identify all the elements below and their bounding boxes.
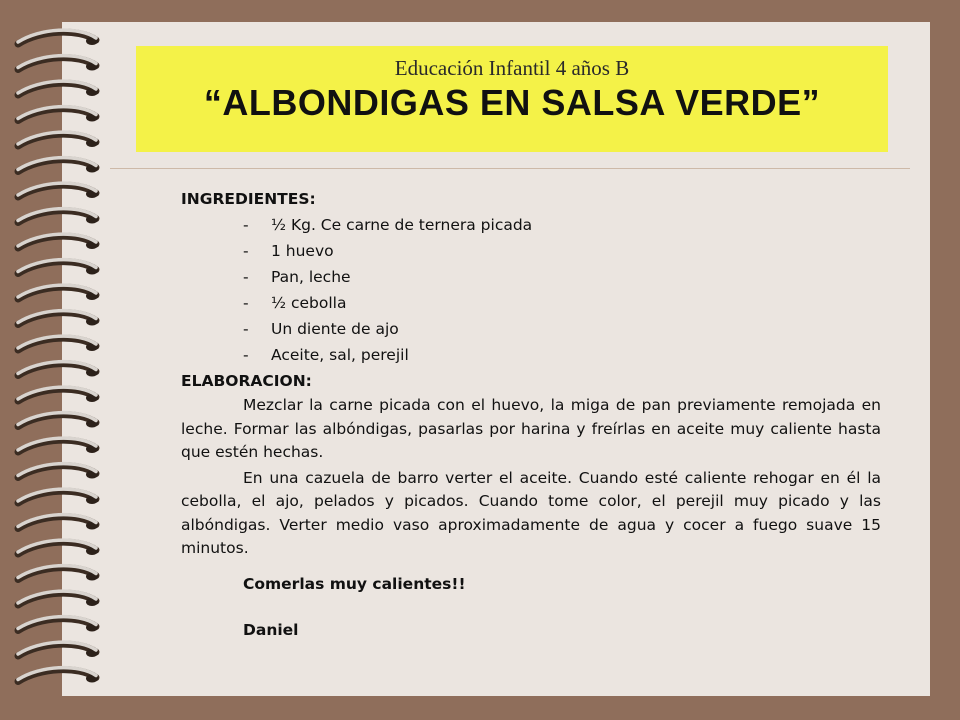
binding-ring: [18, 362, 98, 377]
binding-ring: [18, 515, 98, 530]
ingredients-list: [181, 212, 881, 368]
preparation-paragraph: Mezclar la carne picada con el huevo, la miga de pan previamente remojada en leche. Formar las albóndigas, pasarlas por harina y freírlas en aceite muy caliente hasta que estén hechas.: [181, 396, 881, 461]
binding-ring: [18, 336, 98, 351]
binding-ring: [18, 30, 98, 45]
bullet-dash: -: [243, 320, 249, 338]
binding-ring: [18, 311, 98, 326]
binding-ring: [18, 107, 98, 122]
binding-ring: [18, 413, 98, 428]
binding-ring: [18, 56, 98, 71]
binding-ring: [18, 668, 98, 683]
list-item: [181, 238, 881, 264]
ingredient-text: Un diente de ajo: [271, 320, 399, 338]
closing-line: Comerlas muy calientes!!: [243, 574, 466, 593]
binding-ring: [18, 387, 98, 402]
divider: [110, 168, 910, 169]
binding-ring: [18, 642, 98, 657]
ingredient-text: 1 huevo: [271, 242, 334, 260]
binding-ring: [18, 209, 98, 224]
binding-ring: [18, 591, 98, 606]
binding-ring: [18, 132, 98, 147]
binding-ring: [18, 285, 98, 300]
ingredients-heading: INGREDIENTES:: [181, 190, 316, 208]
class-subtitle: Educación Infantil 4 años B: [394, 56, 630, 80]
binding-ring: [18, 234, 98, 249]
binding-ring: [18, 81, 98, 96]
bullet-dash: -: [243, 294, 249, 312]
recipe-body: [181, 186, 881, 643]
preparation-paragraph: En una cazuela de barro verter el aceite. Cuando esté caliente rehogar en él la cebolla, el ajo, pelados y picados. Cuando tome color, el perejil muy picado y las albóndigas. Verter medio vaso aproximadamente de agua y cocer a fuego suave 15 minutos.: [181, 468, 881, 557]
list-item: [181, 264, 881, 290]
preparation-heading: ELABORACION:: [181, 372, 312, 390]
binding-ring: [18, 489, 98, 504]
ingredient-text: Pan, leche: [271, 268, 351, 286]
author-name: Daniel: [243, 620, 299, 639]
ingredient-text: ½ Kg. Ce carne de ternera picada: [271, 216, 533, 234]
binding-ring: [18, 158, 98, 173]
binding-ring: [18, 566, 98, 581]
bullet-dash: -: [243, 268, 249, 286]
list-item: [181, 316, 881, 342]
title-banner: [136, 46, 888, 152]
binding-ring: [18, 183, 98, 198]
binding-ring: [18, 617, 98, 632]
list-item: [181, 342, 881, 368]
binding-ring: [18, 464, 98, 479]
spiral-binding: [0, 0, 110, 720]
bullet-dash: -: [243, 346, 249, 364]
recipe-title: “ALBONDIGAS EN SALSA VERDE”: [203, 82, 821, 123]
binding-ring: [18, 260, 98, 275]
binding-ring: [18, 540, 98, 555]
ingredient-text: ½ cebolla: [271, 294, 347, 312]
bullet-dash: -: [243, 216, 249, 234]
list-item: [181, 290, 881, 316]
list-item: [181, 212, 881, 238]
bullet-dash: -: [243, 242, 249, 260]
ingredient-text: Aceite, sal, perejil: [271, 346, 409, 364]
binding-ring: [18, 438, 98, 453]
